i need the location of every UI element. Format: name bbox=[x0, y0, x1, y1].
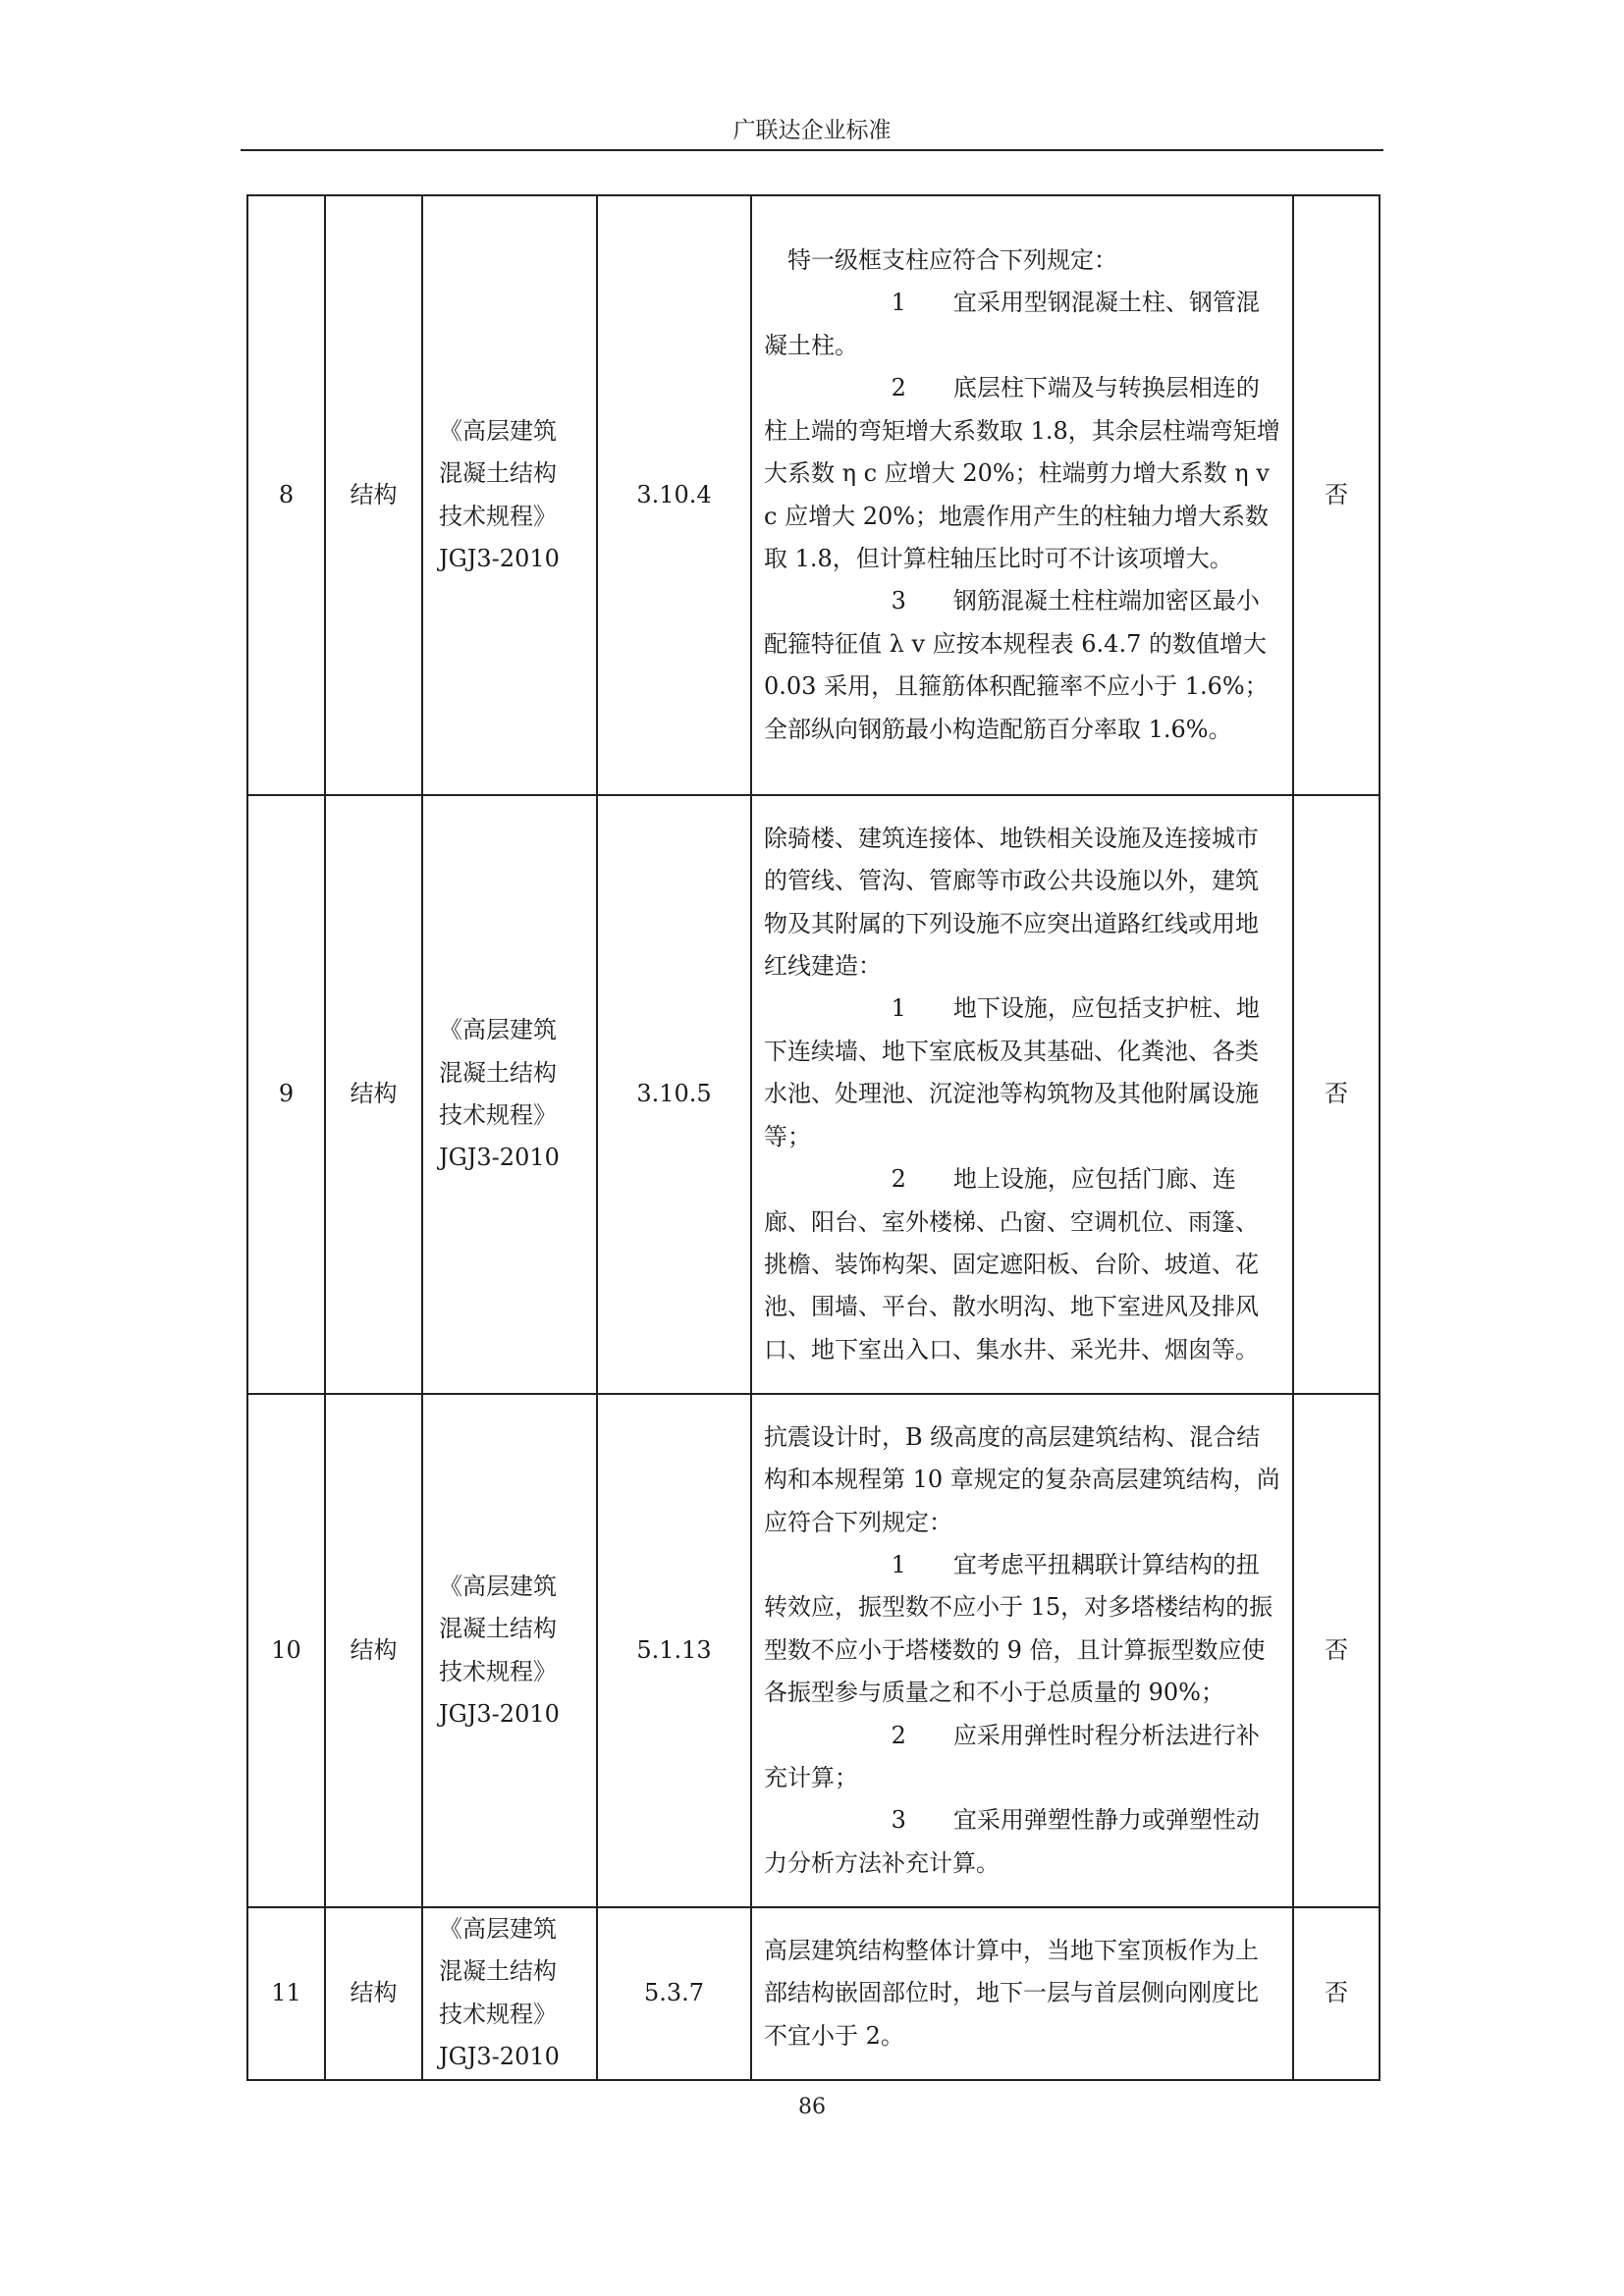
standard-line: 技术规程》 bbox=[439, 1657, 557, 1685]
standard-line: 《高层建筑 bbox=[439, 1572, 557, 1600]
row-category: 结构 bbox=[325, 795, 422, 1394]
content-lead: 高层建筑结构整体计算中，当地下室顶板作为上部结构嵌固部位时，地下一层与首层侧向刚度比不宜小于 2。 bbox=[764, 1936, 1259, 2050]
content-item: 3 钢筋混凝土柱柱端加密区最小配箍特征值 λ v 应按本规程表 6.4.7 的数值增大 0.03 采用，且箍筋体积配箍率不应小于 1.6%；全部纵向钢筋最小构造配筋百分率取 1.6%。 bbox=[764, 587, 1269, 743]
row-content bbox=[751, 1394, 1293, 1907]
table-row bbox=[247, 1394, 1380, 1907]
table-row bbox=[247, 1907, 1380, 2080]
row-category: 结构 bbox=[325, 195, 422, 795]
row-content bbox=[751, 1907, 1293, 2080]
row-category: 结构 bbox=[325, 1907, 422, 2080]
content-item: 2 底层柱下端及与转换层相连的柱上端的弯矩增大系数取 1.8，其余层柱端弯矩增大系数 η c 应增大 20%；柱端剪力增大系数 η vc 应增大 20%；地震作用产生的柱轴力增大系数取 1.8，但计算柱轴压比时可不计该项增大。 bbox=[764, 374, 1280, 572]
standard-line: 技术规程》 bbox=[439, 2000, 557, 2028]
content-item: 2 应采用弹性时程分析法进行补充计算； bbox=[764, 1721, 1260, 1792]
standard-line: 《高层建筑 bbox=[439, 416, 557, 445]
standard-line: 技术规程》 bbox=[439, 1101, 557, 1129]
content-lead: 特一级框支柱应符合下列规定： bbox=[787, 246, 1117, 275]
standard-line: 混凝土结构 bbox=[439, 1615, 557, 1643]
row-number: 11 bbox=[247, 1907, 325, 2080]
page-number: 86 bbox=[798, 2095, 826, 2119]
standard-line: 混凝土结构 bbox=[439, 1058, 557, 1087]
row-category: 结构 bbox=[325, 1394, 422, 1907]
content-item: 2 地上设施，应包括门廊、连廊、阳台、室外楼梯、凸窗、空调机位、雨篷、挑檐、装饰构架、固定遮阳板、台阶、坡道、花池、围墙、平台、散水明沟、地下室进风及排风口、地下室出入口、集水井、采光井、烟囱等。 bbox=[764, 1165, 1259, 1363]
standard-line: JGJ3-2010 bbox=[439, 1699, 560, 1728]
standard-line: JGJ3-2010 bbox=[439, 2043, 560, 2071]
standard-line: JGJ3-2010 bbox=[439, 1144, 560, 1172]
table-row bbox=[247, 195, 1380, 795]
row-clause: 3.10.4 bbox=[597, 195, 751, 795]
row-standard bbox=[422, 195, 597, 795]
content-item: 1 宜采用型钢混凝土柱、钢管混凝土柱。 bbox=[764, 289, 1260, 359]
row-number: 8 bbox=[247, 195, 325, 795]
standard-line: 混凝土结构 bbox=[439, 1957, 557, 1986]
row-content bbox=[751, 195, 1293, 795]
row-standard bbox=[422, 795, 597, 1394]
row-mandatory: 否 bbox=[1293, 1394, 1380, 1907]
content-item: 1 宜考虑平扭耦联计算结构的扭转效应，振型数不应小于 15，对多塔楼结构的振型数不应小于塔楼数的 9 倍，且计算振型数应使各振型参与质量之和不小于总质量的 90%； bbox=[764, 1550, 1273, 1707]
standard-line: 《高层建筑 bbox=[439, 1915, 557, 1943]
row-clause: 5.3.7 bbox=[597, 1907, 751, 2080]
row-clause: 5.1.13 bbox=[597, 1394, 751, 1907]
spec-table bbox=[246, 194, 1380, 2081]
standard-line: 混凝土结构 bbox=[439, 459, 557, 488]
row-number: 10 bbox=[247, 1394, 325, 1907]
row-mandatory: 否 bbox=[1293, 795, 1380, 1394]
row-number: 9 bbox=[247, 795, 325, 1394]
row-standard bbox=[422, 1907, 597, 2080]
content-item: 1 地下设施，应包括支护桩、地下连续墙、地下室底板及其基础、化粪池、各类水池、处理池、沉淀池等构筑物及其他附属设施等； bbox=[764, 994, 1260, 1150]
standard-line: 《高层建筑 bbox=[439, 1016, 557, 1044]
row-clause: 3.10.5 bbox=[597, 795, 751, 1394]
content-item: 3 宜采用弹塑性静力或弹塑性动力分析方法补充计算。 bbox=[764, 1806, 1260, 1877]
row-content bbox=[751, 795, 1293, 1394]
content-lead: 抗震设计时，B 级高度的高层建筑结构、混合结构和本规程第 10 章规定的复杂高层建筑结构，尚应符合下列规定： bbox=[764, 1422, 1280, 1536]
header-title: 广联达企业标准 bbox=[732, 118, 892, 143]
standard-line: 技术规程》 bbox=[439, 502, 557, 530]
row-mandatory: 否 bbox=[1293, 1907, 1380, 2080]
row-standard bbox=[422, 1394, 597, 1907]
table-row bbox=[247, 795, 1380, 1394]
row-mandatory: 否 bbox=[1293, 195, 1380, 795]
standard-line: JGJ3-2010 bbox=[439, 544, 560, 572]
header-divider bbox=[241, 149, 1383, 151]
content-lead: 除骑楼、建筑连接体、地铁相关设施及连接城市的管线、管沟、管廊等市政公共设施以外，建筑物及其附属的下列设施不应突出道路红线或用地红线建造： bbox=[764, 824, 1259, 981]
